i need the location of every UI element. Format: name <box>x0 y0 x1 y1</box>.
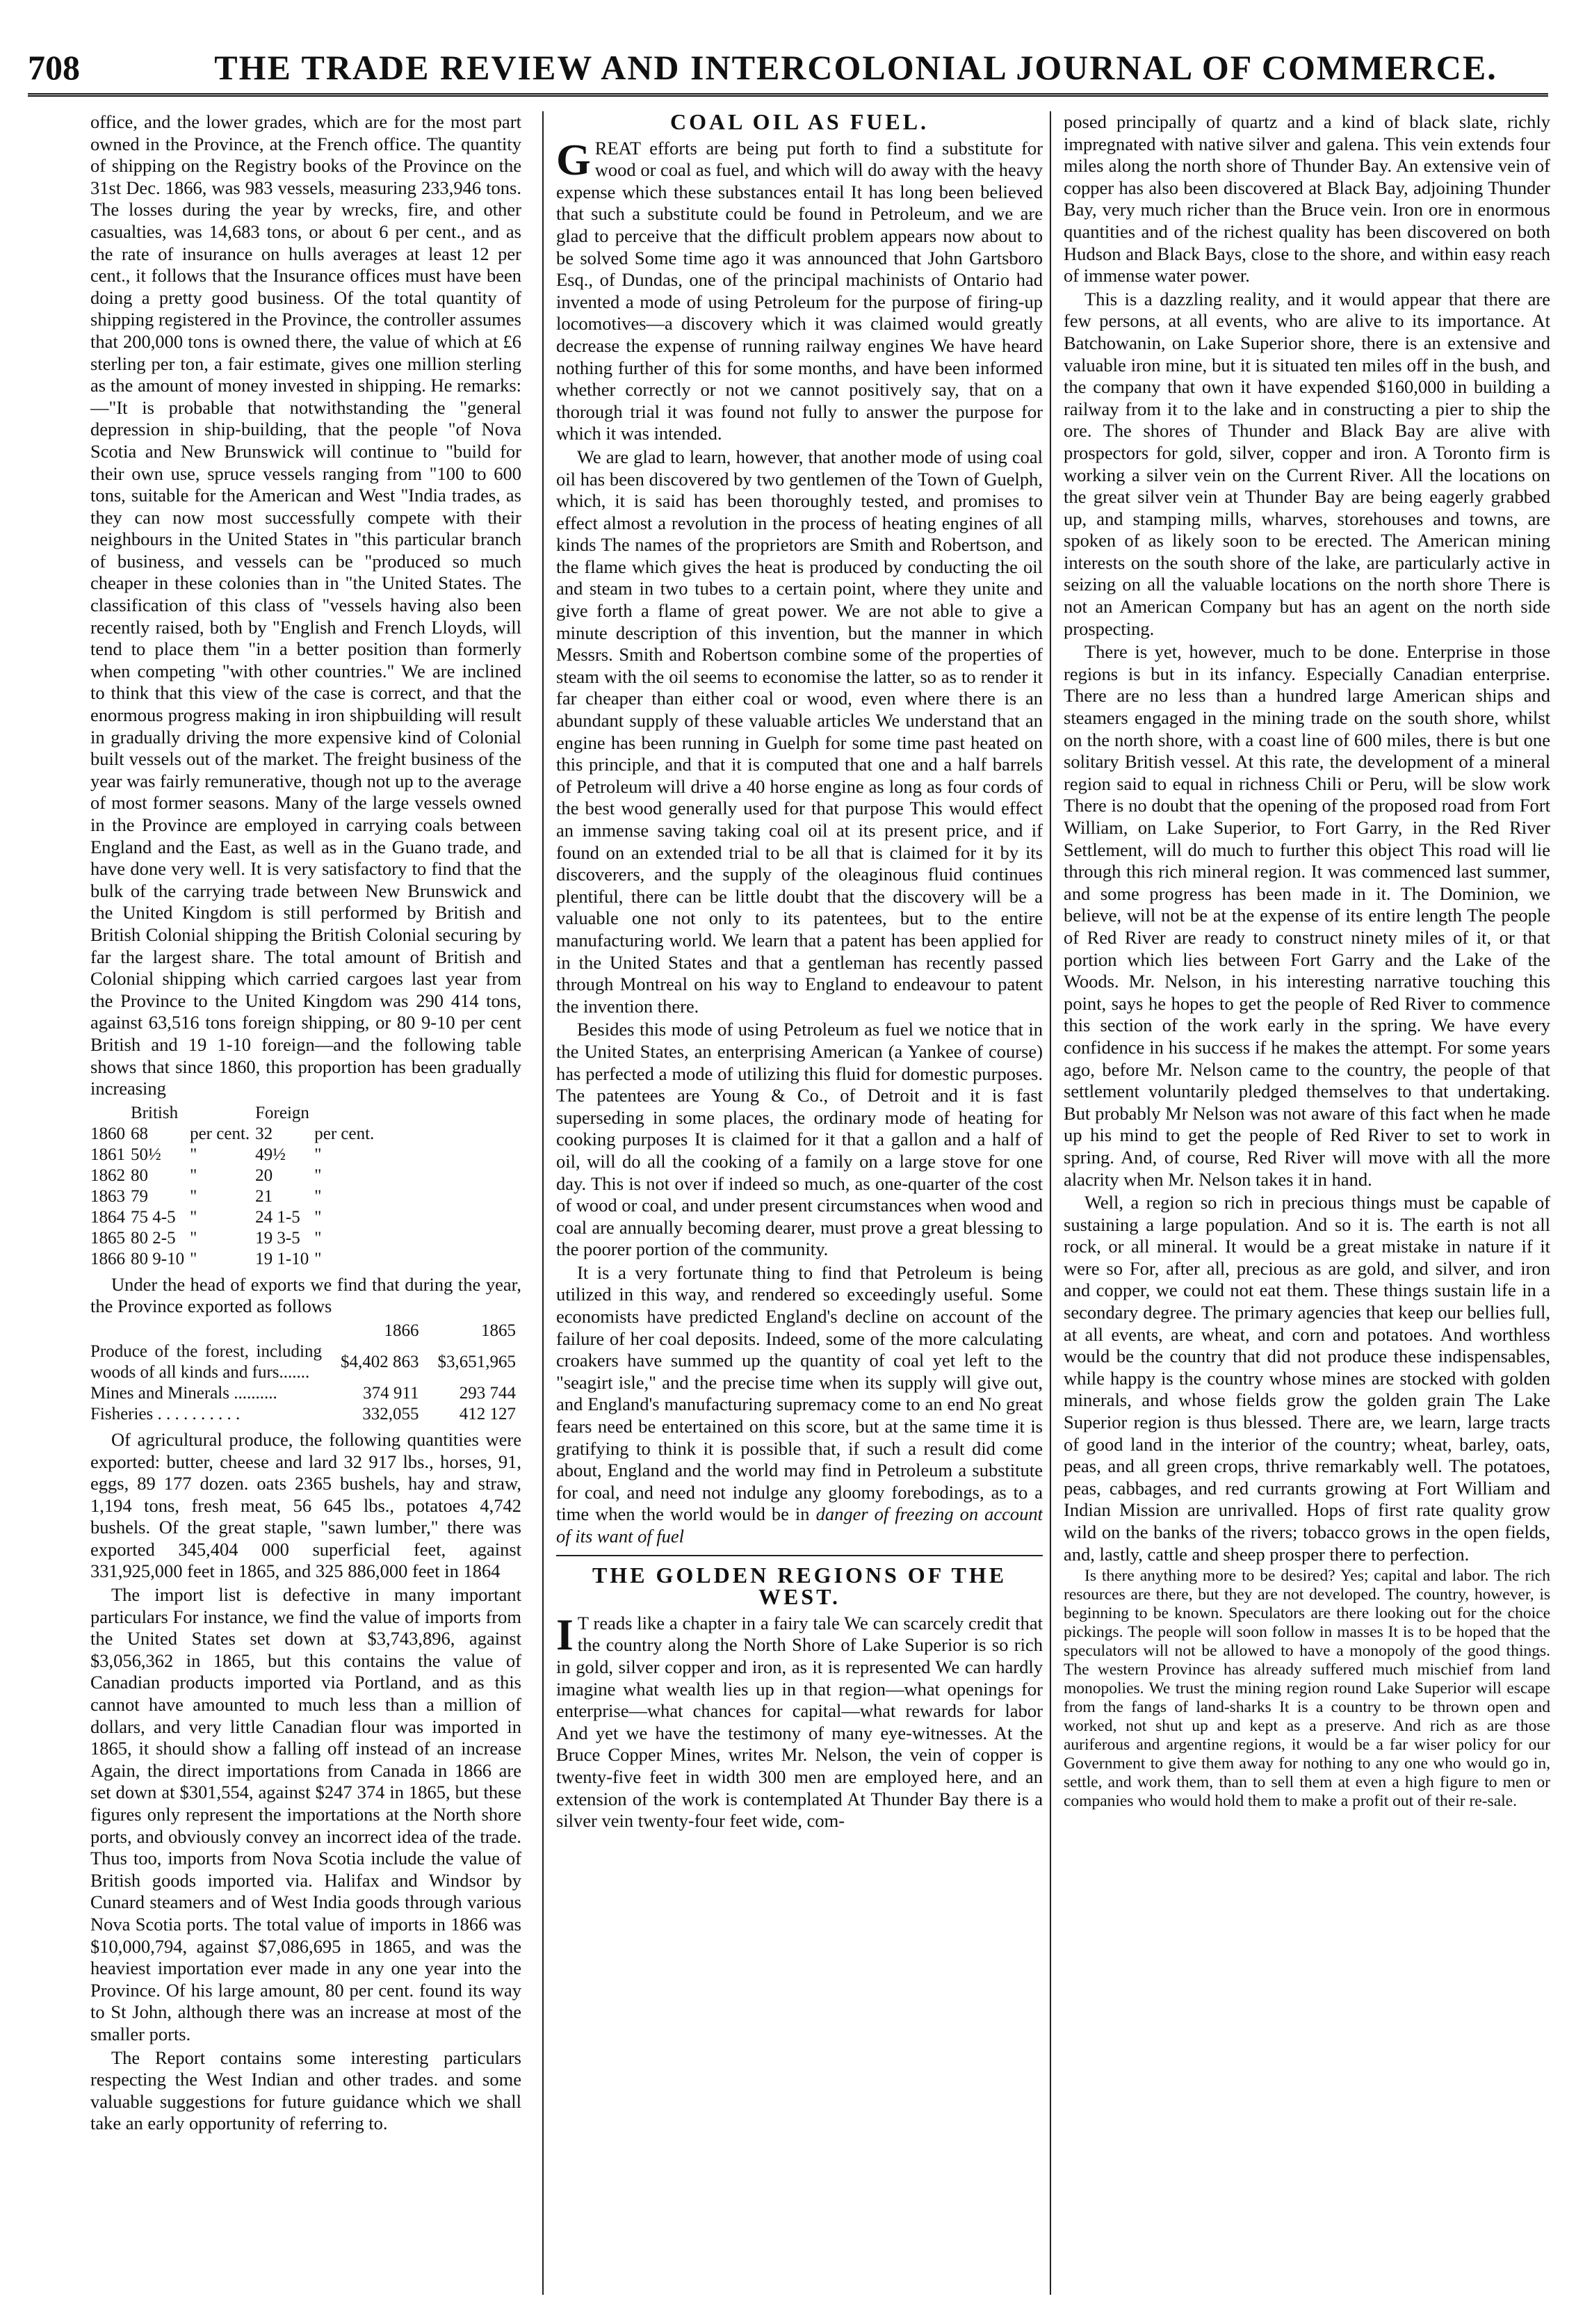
paragraph: There is yet, however, much to be done. Enterprise in those regions is but in its infancy. Especially Canadian enterprise. There are no less than a hundred large American ships and steamers engaged in the mining trade on the south shore, whilst on the north shore, with a coast line of 600 miles, there is but one solitary British vessel. At this rate, the development of a mineral region said to equal in richness Chili or Peru, will be slow work There is no doubt that the opening of the proposed road from Fort William, on Lake Superior, to Fort Garry, in the Red River Settlement, will do much to further this object This road will lie through this rich mineral region. It was commenced last summer, and some progress has been made in it. The Dominion, we believe, will not be at the expense of its entire length The people of Red River are ready to construct ninety miles of it, or that portion which lies between Fort Garry and the Lake of the Woods. Mr. Nelson, in his interesting narrative touching this point, says he hopes to get the people of Red River to commence this section of the work early in the spring. We have every confidence in his success if he makes the attempt. For some years ago, before Mr. Nelson came to the country, the people of that settlement voluntarily pledged themselves to that undertaking. But probably Mr Nelson was not aware of this fact when he made up his mind to get the people of Red River to set to work in spring. And, of course, Red River will move with all the more alacrity when Mr. Nelson takes it in hand. <box>1064 641 1550 1190</box>
table-cell: 1864 <box>90 1207 125 1227</box>
table-cell: 1860 <box>90 1124 125 1143</box>
table-cell: 21 <box>255 1186 273 1206</box>
paragraph-text: It is a very fortunate thing to find that Petroleum is being utilized in this way, and rendered so exceedingly useful. Some economists have predicted England's decline on account of the failure of her coal deposits. Indeed, some of the more calculating croakers have summed up the quantity of coal yet left to the "seagirt isle," and the precise time when its supply will give out, and England's manufacturing supremacy come to an end No great fears need be entertained on this score, but at the same time it is gratifying to think it is possible that, if such a result did come about, England and the world may find in Petroleum a substitute for coal, and need not indulge any gloomy forebodings, as to a time when the world would be in <box>556 1261 1043 1525</box>
paragraph <box>556 134 1043 445</box>
paragraph: This is a dazzling reality, and it would appear that there are few persons, at all events, who are alive to its importance. At Batchowanin, on Lake Superior shore, there is an extensive and valuable iron mine, but it is situated ten miles off in the bush, and the company that own it have expended $160,000 in building a railway from it to the lake and in constructing a pier to ship the ore. The shores of Thunder and Black Bay are alive with prospectors for gold, silver, copper and iron. A Toronto firm is working a silver vein on the Current River. All the locations on the great silver vein at Thunder Bay are being eagerly grabbed up, and stamping mills, wharves, storehouses and towns, are spoken of as likely soon to be erected. The American mining interests on the south shore of the lake, are particularly active in seizing on all the valuable locations on the north shore There is not an American Company but has an agent on the north side prospecting. <box>1064 288 1550 639</box>
article-title-coal-oil: COAL OIL AS FUEL. <box>669 111 929 134</box>
article-divider <box>556 1555 1043 1556</box>
column-header-foreign: Foreign <box>255 1103 309 1122</box>
table-cell: 68 <box>131 1124 148 1143</box>
paragraph <box>556 1609 1043 1832</box>
table-cell: 75 4-5 <box>131 1207 176 1227</box>
drop-cap: G <box>556 134 591 184</box>
column-header-british: British <box>131 1103 179 1122</box>
table-cell: Produce of the forest, including woods of all kinds and furs....... <box>90 1341 322 1382</box>
table-cell: 80 <box>131 1165 148 1185</box>
table-cell: " <box>314 1165 322 1185</box>
table-cell: " <box>314 1228 322 1248</box>
table-cell: 1865 <box>90 1228 125 1248</box>
paragraph: Besides this mode of using Petroleum as fuel we notice that in the United States, an enterprising American (a Yankee of course) has perfected a mode of utilizing this fluid for domestic purposes. The patentees are Young & Co., of Detroit and it is fast superseding in some places, the ordinary mode of heating for cooking purposes It is claimed for it that a gallon and a half of oil, will do all the cooking of a family on a large stove for one day. This is not over if indeed so much, as one-quarter of the cost of wood or coal, and under present circumstances when wood and coal are annually becoming dearer, must prove a great blessing to the poorer portion of the community. <box>556 1019 1043 1260</box>
column-2 <box>542 111 1043 2295</box>
table-cell: " <box>190 1165 197 1185</box>
table-cell: " <box>314 1145 322 1164</box>
table-cell: 19 3-5 <box>255 1228 300 1248</box>
table-cell: $4,402 863 <box>341 1352 419 1371</box>
shipping-proportion-table <box>90 1103 380 1270</box>
table-cell: 19 1-10 <box>255 1249 309 1268</box>
paragraph: Of agricultural produce, the following quantities were exported: butter, cheese and lard 32 917 lbs., horses, 91, eggs, 89 177 dozen. oats 2365 bushels, hay and straw, 1,194 tons, fresh meat, 56 645 lbs., potatoes 4,742 bushels. Of the great staple, "sawn lumber," there was exported 345,404 000 superficial feet, against 331,925,000 feet in 1865, and 325 886,000 feet in 1864 <box>90 1428 521 1582</box>
paragraph: posed principally of quartz and a kind of black slate, richly impregnated with native silver and galena. This vein extends four miles along the north shore of Thunder Bay. An extensive vein of copper has also been discovered at Black Bay, adjoining Thunder Bay, very much richer than the Bruce vein. Iron ore in enormous quantities and of the richest quality has been discovered on both Hudson and Black Bays, close to the shore, and within easy reach of immense water power. <box>1064 111 1550 287</box>
paragraph-text: T reads like a chapter in a fairy tale We can scarcely credit that the country along the North Shore of Lake Superior is so rich in gold, silver copper and iron, as it is represented We can hardly imagine what wealth lies up in that region—what openings for enterprise—what chances for capital—what rewards for labor And yet we have the testimony of many eye-witnesses. At the Bruce Copper Mines, writes Mr. Nelson, the vein of copper is twenty-five feet in width 300 men are employed here, and an extension of the work is contemplated At Thunder Bay there is a silver vein twenty-four feet wide, com- <box>556 1612 1043 1832</box>
table-cell: Fisheries . . . . . . . . . . <box>90 1404 241 1423</box>
table-cell: " <box>314 1186 322 1206</box>
table-cell: 20 <box>255 1165 273 1185</box>
table-cell: 1866 <box>90 1249 125 1268</box>
table-row <box>90 1124 380 1145</box>
table-cell: 49½ <box>255 1145 286 1164</box>
table-cell: 1861 <box>90 1145 125 1164</box>
table-cell: 1863 <box>90 1186 125 1206</box>
table-cell: 412 127 <box>459 1404 516 1423</box>
paragraph-text: REAT efforts are being put forth to find a substitute for wood or coal as fuel, and which will do away with the heavy expense which these substances entail It has long been believed that such a substitute could be found in Petroleum, and we are glad to perceive that the difficult problem appears now about to be solved Some time ago it was announced that John Gartsboro Esq., of Dundas, one of the principal machinists of Ontario had invented a mode of using Petroleum for the purpose of firing-up locomotives—a discovery which it was claimed would greatly decrease the expense of running railway engines We have heard nothing further of this for some months, and have been informed whether correctly or not we cannot positively say, that on a thorough trial it was found not fully to answer the purpose for which it was intended. <box>556 137 1043 444</box>
running-title: THE TRADE REVIEW AND INTERCOLONIAL JOURNAL OF COMMERCE. <box>214 48 1497 87</box>
column-header-1865: 1865 <box>481 1321 516 1340</box>
table-row <box>90 1341 521 1383</box>
table-cell: " <box>314 1207 322 1227</box>
table-cell: 80 9-10 <box>131 1249 185 1268</box>
paragraph: The Report contains some interesting particulars respecting the West Indian and other trades. and some valuable suggestions for future guidance which we shall take an early opportunity of referring to. <box>90 2047 521 2134</box>
table-cell: " <box>190 1207 197 1227</box>
table-cell: 50½ <box>131 1145 161 1164</box>
table-cell: " <box>190 1145 197 1164</box>
drop-cap: I <box>556 1609 574 1659</box>
table-cell: 24 1-5 <box>255 1207 300 1227</box>
table-row <box>90 1228 380 1249</box>
article-title-golden-regions: THE GOLDEN REGIONS OF THE WEST. <box>592 1562 1007 1610</box>
paragraph: Is there anything more to be desired? Yes; capital and labor. The rich resources are there, but they are not developed. The country, however, is beginning to be known. Speculators are there looking out for the choice pickings. The people will soon follow in masses It is to be hoped that the speculators will not be allowed to have a monopoly of the good things. The western Province has already suffered much mischief from land monopolies. We trust the mining region round Lake Superior will escape from the fangs of land-sharks It is a country to be thrown open and worked, not shut up and kept as a preserve. And rich as are those auriferous and argentine regions, it would be a far wiser policy for our Government to give them away for nothing to any one who would go in, settle, and work them, than to sell them at even a high figure to men or companies who would hold them to make a profit out of their re-sale. <box>1064 1567 1550 1811</box>
table-cell: 1862 <box>90 1165 125 1185</box>
table-row <box>90 1145 380 1165</box>
table-cell: " <box>314 1249 322 1268</box>
paragraph: office, and the lower grades, which are for the most part owned in the Province, at the French office. The quantity of shipping on the Registry books of the Province on the 31st Dec. 1866, was 983 vessels, measuring 233,946 tons. The losses during the year by wrecks, fire, and other casualties, was 14,683 tons, or about 6 per cent., and as the rate of insurance on hulls averages at least 12 per cent., it follows that the Insurance offices must have been doing a pretty good business. Of the total quantity of shipping registered in the Province, the controller assumes that 200,000 tons is owned there, the value of which at £6 sterling per ton, a fair estimate, gives one million sterling as the amount of money invested in shipping. He remarks:—"It is probable that notwithstanding the "general depression in ship-building, that the people "of Nova Scotia and New Brunswick will continue to "build for their own use, spruce vessels ranging from "100 to 600 tons, suitable for the American and West "India trades, as they can now most successfully compete with their neighbours in the United States in "this particular branch of business, and vessels can be "produced so much cheaper in these colonies than in "the United States. The classification of this class of "vessels having also been recently raised, both by "English and French Lloyds, will tend to place them "in a better position than formerly when competing "with other countries." We are inclined to think that this view of the case is correct, and that the enormous progress making in iron shipbuilding will result in gradually driving the more expensive kind of Colonial built vessels out of the market. The freight business of the year was fairly remunerative, though not up to the average of most former seasons. Many of the large vessels owned in the Province are employed in carrying coals between England and the East, as well as in the Guano trade, and have done very well. It is very satisfactory to find that the bulk of the carrying trade between New Brunswick and the United Kingdom is still performed by British and British Colonial shipping the British Colonial securing by far the largest share. The total amount of British and Colonial shipping which carried cargoes last year from the Province to the United Kingdom was 290 414 tons, against 63,516 tons foreign shipping, or 80 9-10 per cent British and 19 1-10 foreign—and the following table shows that since 1860, this proportion has been gradually increasing <box>90 111 521 1099</box>
table-cell: $3,651,965 <box>437 1352 516 1371</box>
table-row <box>90 1249 380 1270</box>
table-row <box>90 1404 521 1425</box>
table-cell: " <box>190 1186 197 1206</box>
table-cell: 332,055 <box>362 1404 419 1423</box>
table-row <box>90 1383 521 1404</box>
page-header <box>28 45 1548 97</box>
paragraph: The import list is defective in many important particulars For instance, we find the value of imports from the United States set down at $3,743,896, against $3,056,362 in 1865, but this contains the value of Canadian products imported via Portland, and as this cannot have amounted to much less than a million of dollars, and very little Canadian flour was imported in 1865, it should show a falling off instead of an increase Again, the direct importations from Canada in 1866 are set down at $301,554, against $247 374 in 1865, but these figures only represent the importations at the North shore ports, and obviously convey an incorrect idea of the trade. Thus too, imports from Nova Scotia include the value of British goods imported via. Halifax and Windsor by Cunard steamers and of West India goods through various Nova Scotia ports. The total value of imports in 1866 was $10,000,794, against $7,086,695 in 1865, and was the heaviest importation ever made in any one year into the Province. Of his large amount, 80 per cent. found its way to St John, although there was an increase at most of the smaller ports. <box>90 1584 521 2044</box>
table-cell: " <box>190 1249 197 1268</box>
table-cell: 374 911 <box>363 1383 419 1403</box>
table-row <box>90 1207 380 1228</box>
table-cell: Mines and Minerals .......... <box>90 1383 277 1403</box>
table-cell: per cent. <box>190 1124 250 1143</box>
exports-table <box>90 1321 521 1425</box>
table-cell: 80 2-5 <box>131 1228 176 1248</box>
paragraph: We are glad to learn, however, that another mode of using coal oil has been discovered by two gentlemen of the Town of Guelph, which, it is said has been thoroughly tested, and promises to effect almost a revolution in the process of heating engines of all kinds The names of the proprietors are Smith and Robertson, and the flame which gives the heat is produced by conducting the oil and steam in two tubes to a certain point, where they unite and give forth a flame of great power. We are not able to give a minute description of this invention, but the manner in which Messrs. Smith and Robertson combine some of the properties of steam with the oil seems to economise the latter, so as to render it far cheaper than either coal or wood, even where there is an abundant supply of these valuable articles We understand that an engine has been running in Guelph for some time past heated on this principle, and that it is computed that one and a half barrels of Petroleum will drive a 40 horse engine as long as four cords of the best wood generally used for that purpose This would effect an immense saving taking coal oil at its present price, and if found on an extended trial to be all that is claimed for it by its discoverers, and the supply of the oleaginous fluid continues plentiful, there can be little doubt that the discovery will be a valuable one not only to its patentees, but to the entire manufacturing world. We learn that a patent has been applied for in the United States and that a gentleman has recently passed through Montreal on his way to England to endeavour to patent the invention there. <box>556 446 1043 1017</box>
column-header-1866: 1866 <box>384 1321 419 1340</box>
paragraph: Well, a region so rich in precious things must be capable of sustaining a large population. And so it is. The earth is not all rock, or all mineral. It would be a great mistake in nature if it were so For, after all, precious as are gold, and silver, and iron and copper, we could not eat them. These things sustain life in a secondary degree. The primary agencies that keep our bellies full, at all events, are wheat, and corn and potatoes. And worthless would be the country that did not produce these indispensables, while happy is the country whose mines are stocked with golden minerals, and whose fields grow the golden grain The Lake Superior region is thus blessed. There are, we learn, large tracts of good land in the interior of the country; wheat, barley, oats, peas, and all green crops, thrive remarkably well. The potatoes, peas, cabbages, and red currants growing at Fort William and Indian Mission are unrivalled. Hops of first rate quality grow wild on the banks of the rivers; tobacco grows in the open fields, and, lastly, cattle and sheep prosper there to perfection. <box>1064 1192 1550 1565</box>
table-row <box>90 1165 380 1186</box>
table-header-row <box>90 1321 521 1341</box>
paragraph <box>556 1262 1043 1548</box>
table-header-row <box>90 1103 380 1124</box>
column-1 <box>90 111 521 2295</box>
table-row <box>90 1186 380 1207</box>
table-cell: 293 744 <box>459 1383 516 1403</box>
column-3 <box>1050 111 1550 2295</box>
paragraph: Under the head of exports we find that during the year, the Province exported as follows <box>90 1273 521 1317</box>
table-cell: per cent. <box>314 1124 375 1143</box>
page-number: 708 <box>28 48 80 87</box>
table-cell: 79 <box>131 1186 148 1206</box>
italic-ending: danger of freezing on account of its want of fuel <box>556 1503 1043 1547</box>
table-cell: " <box>190 1228 197 1248</box>
table-cell: 32 <box>255 1124 273 1143</box>
